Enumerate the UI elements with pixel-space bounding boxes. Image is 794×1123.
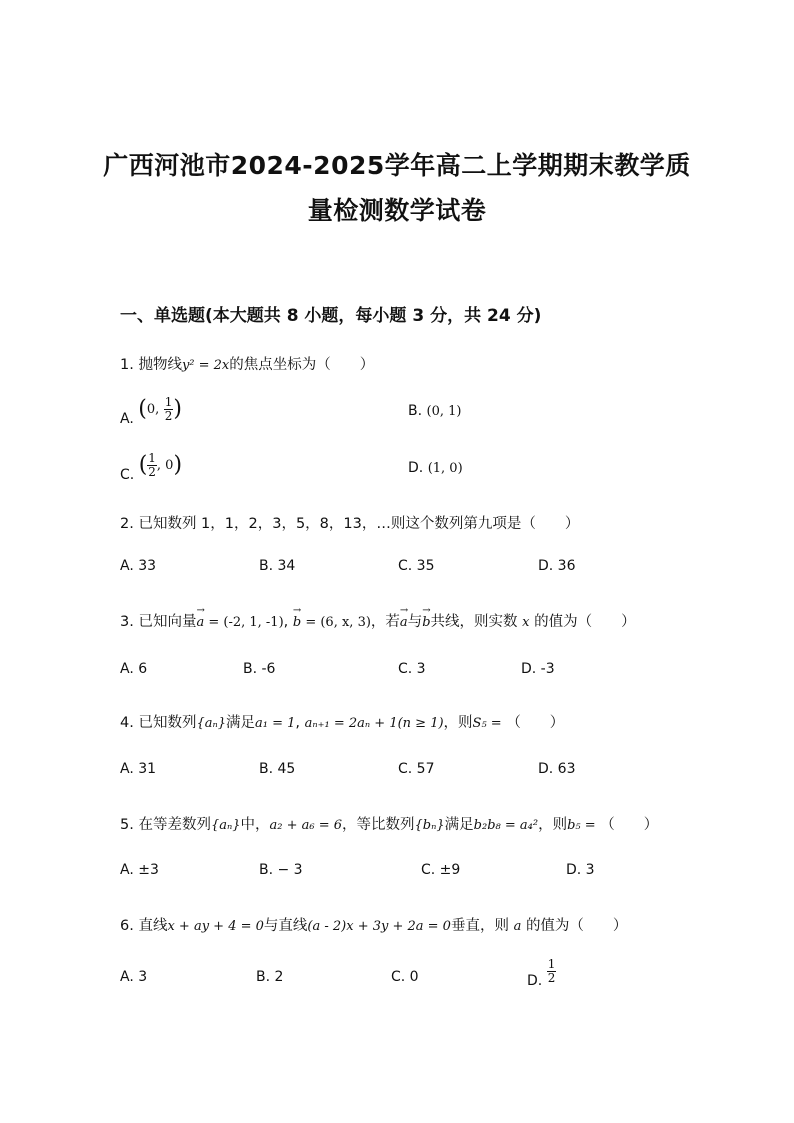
- option-value: (0, 1): [426, 404, 462, 419]
- question-text: 已知向量: [138, 614, 197, 630]
- question-number: 4.: [120, 715, 134, 731]
- option-a: A. ±3: [120, 862, 159, 878]
- paren-close: ): [173, 452, 183, 478]
- question-1: [120, 353, 374, 374]
- question-text: 与: [407, 614, 423, 630]
- separator: ,: [283, 614, 289, 630]
- paren-close: ): [173, 396, 182, 422]
- question-text: 垂直，则: [450, 918, 509, 934]
- option-b: B. -6: [243, 661, 276, 677]
- formula: a₁ = 1: [255, 716, 296, 731]
- question-text: 已知数列: [138, 715, 197, 731]
- option-d: [408, 460, 463, 476]
- denominator: 2: [148, 464, 156, 479]
- question-text: （ ）: [506, 715, 565, 731]
- option-b: B. 2: [256, 969, 284, 985]
- title-line-2: 量检测数学试卷: [307, 196, 487, 225]
- question-4: [120, 711, 564, 732]
- option-a: [120, 395, 182, 428]
- fraction: [164, 396, 174, 422]
- option-c: C. 57: [398, 761, 435, 777]
- option-label: B.: [408, 403, 423, 419]
- option-d: D. 63: [538, 761, 576, 777]
- question-number: 1.: [120, 357, 134, 373]
- formula: {aₙ}: [196, 716, 227, 731]
- formula: x + ay + 4 = 0: [167, 919, 264, 934]
- title-line-1: 广西河池市2024-2025学年高二上学期期末教学质: [103, 151, 691, 180]
- fraction: [147, 452, 157, 478]
- denominator: 2: [547, 970, 556, 985]
- option-a: A. 6: [120, 661, 148, 677]
- denominator: 2: [164, 408, 173, 423]
- question-text: 在等差数列: [138, 817, 211, 833]
- question-text: ，若: [370, 614, 400, 630]
- formula: y² = 2x: [181, 358, 230, 373]
- question-6: [120, 914, 627, 935]
- vector-a: a →: [196, 605, 205, 630]
- option-label: D.: [408, 460, 424, 476]
- option-b: B. 34: [259, 558, 296, 574]
- question-text: 满足: [444, 817, 474, 833]
- question-text: （ ）: [600, 817, 659, 833]
- option-value: , 0: [156, 458, 174, 474]
- option-label: A.: [120, 411, 134, 428]
- formula: b₂b₈ = a₄²: [473, 818, 539, 833]
- formula: b₅ =: [567, 818, 596, 833]
- question-text: 满足: [226, 715, 256, 731]
- option-a: A. 3: [120, 969, 148, 985]
- question-text: 中，: [240, 817, 270, 833]
- option-label: C.: [120, 467, 135, 484]
- question-3: [120, 605, 636, 631]
- option-value: 0,: [146, 402, 160, 418]
- option-b: [408, 403, 461, 419]
- vector-name: a: [196, 615, 205, 630]
- numerator: 1: [547, 957, 556, 971]
- numerator: 1: [148, 451, 156, 465]
- section-heading: 一、单选题(本大题共 8 小题，每小题 3 分，共 24 分): [120, 306, 542, 326]
- formula: = (-2, 1, -1): [204, 615, 284, 630]
- option-label: D.: [527, 973, 543, 990]
- question-text: ，则: [538, 817, 568, 833]
- question-text: 共线，则实数: [430, 614, 518, 630]
- option-d: D. 36: [538, 558, 576, 574]
- formula: S₅ =: [472, 716, 502, 731]
- formula: {bₙ}: [414, 818, 445, 833]
- option-c: [120, 451, 183, 484]
- vector-b: b →: [292, 605, 302, 630]
- question-text: 抛物线: [138, 357, 182, 373]
- question-text: 的焦点坐标为（ ）: [229, 357, 375, 373]
- paren-open: (: [138, 452, 148, 478]
- option-c: C. ±9: [421, 862, 461, 878]
- question-text: ，等比数列: [342, 817, 415, 833]
- option-b: B. − 3: [259, 862, 303, 878]
- question-text: ，则: [443, 715, 473, 731]
- separator: ,: [295, 715, 301, 731]
- formula: a₂ + a₆ = 6: [269, 818, 343, 833]
- formula: = (6, x, 3): [301, 615, 371, 630]
- formula: (a - 2)x + 3y + 2a = 0: [307, 919, 451, 934]
- variable-x: x: [522, 615, 530, 630]
- option-a: A. 31: [120, 761, 157, 777]
- option-b: B. 45: [259, 761, 296, 777]
- question-text: 的值为（ ）: [534, 614, 636, 630]
- question-5: [120, 813, 658, 834]
- option-d: D. 3: [566, 862, 595, 878]
- question-text: 的值为（ ）: [525, 918, 628, 934]
- numerator: 1: [164, 395, 173, 409]
- option-c: C. 35: [398, 558, 435, 574]
- vector-name: a: [399, 615, 408, 630]
- option-c: C. 3: [398, 661, 426, 677]
- vector-b: b →: [422, 605, 431, 630]
- question-2: 2. 已知数列 1，1，2，3，5，8，13，…则这个数列第九项是（ ）: [120, 516, 580, 532]
- option-c: C. 0: [391, 969, 419, 985]
- vector-a: a →: [399, 605, 409, 630]
- formula: aₙ₊₁ = 2aₙ + 1(n ≥ 1): [304, 716, 444, 731]
- option-value: (1, 0): [427, 461, 463, 476]
- fraction: [547, 958, 557, 984]
- vector-name: b: [422, 615, 431, 630]
- option-d: [527, 957, 556, 990]
- option-a: A. 33: [120, 558, 157, 574]
- vector-name: b: [292, 615, 302, 630]
- option-d: D. -3: [521, 661, 555, 677]
- question-number: 6.: [120, 918, 134, 934]
- question-text: 与直线: [263, 918, 308, 934]
- question-text: 直线: [138, 918, 168, 934]
- question-number: 3.: [120, 614, 134, 630]
- variable-a: a: [513, 919, 522, 934]
- question-number: 5.: [120, 817, 134, 833]
- formula: {aₙ}: [210, 818, 241, 833]
- paren-open: (: [138, 396, 147, 422]
